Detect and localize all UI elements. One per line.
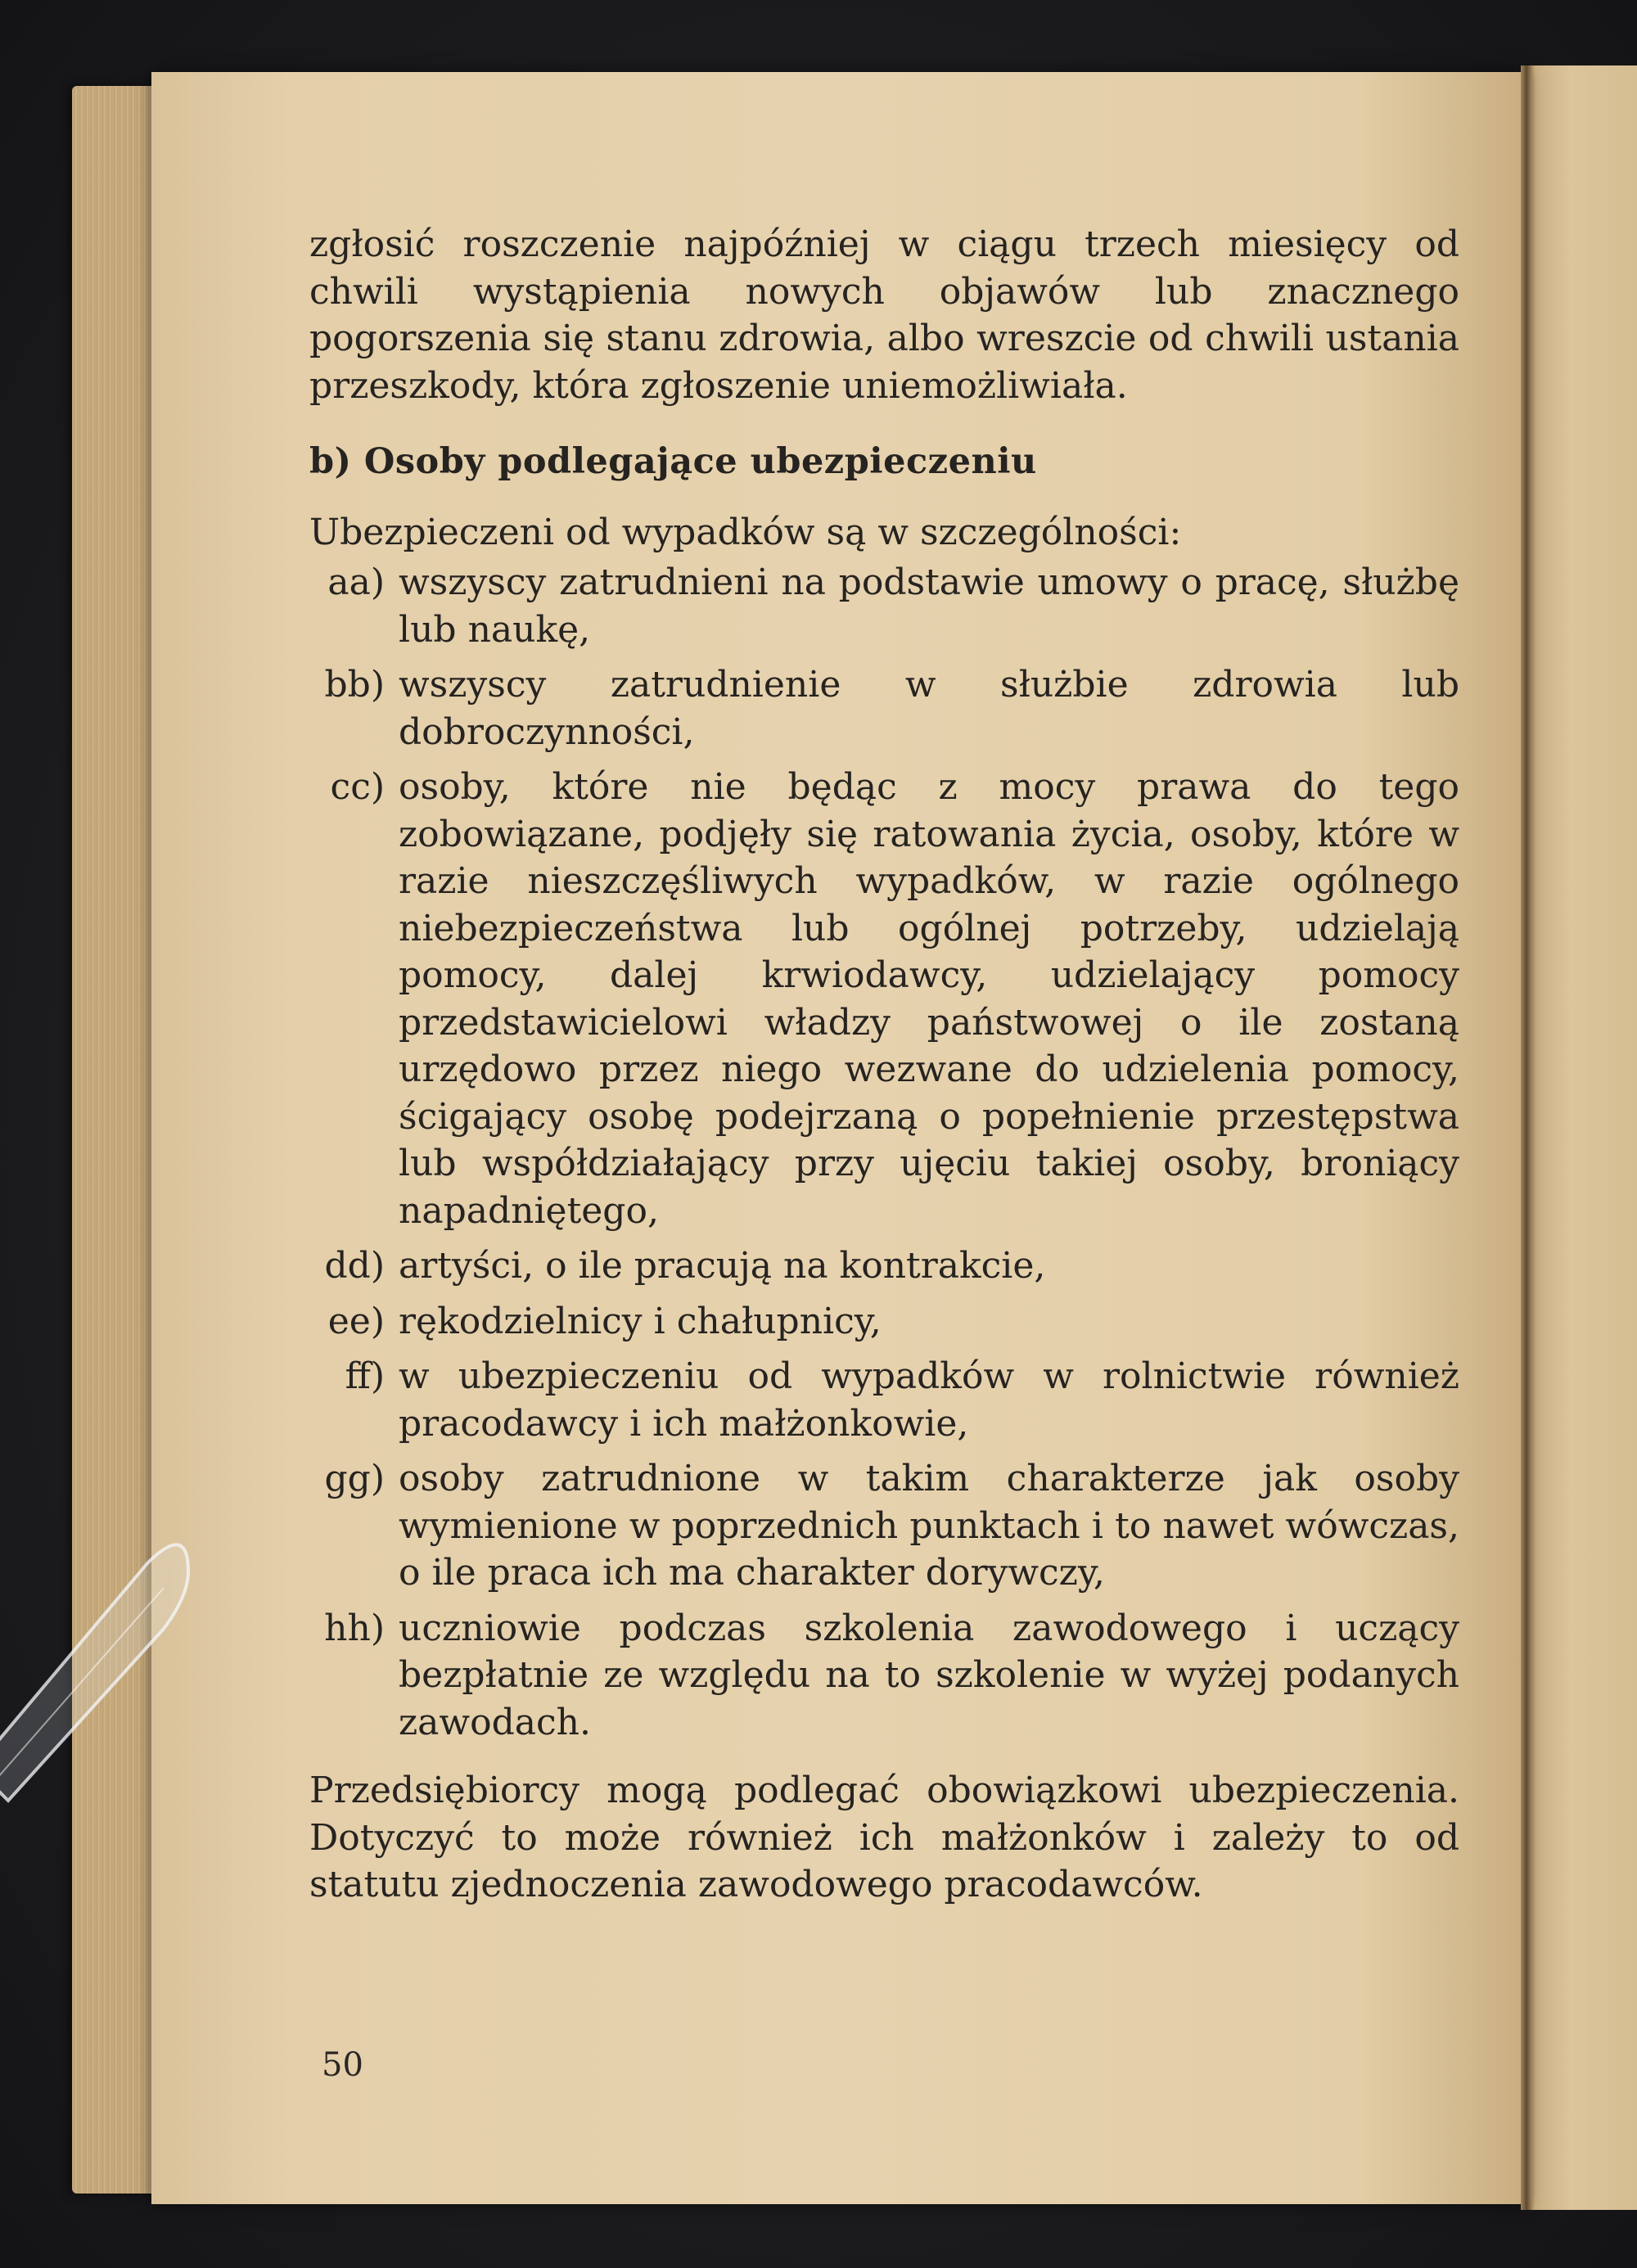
list-item-text: w ubezpieczeniu od wypadków w rolnictwie również pracodawcy i ich małżonkowie, bbox=[399, 1355, 1459, 1445]
list-item-label: ff) bbox=[345, 1355, 385, 1397]
lead-paragraph: Ubezpieczeni od wypadków są w szczególności: bbox=[309, 511, 1182, 553]
list-item bbox=[309, 1455, 1459, 1597]
list-item-text: osoby zatrudnione w takim charakterze jak osoby wymienione w poprzednich punktach i to nawet wówczas, o ile praca ich ma charakter dorywczy, bbox=[399, 1458, 1459, 1594]
list-item-text: osoby, które nie będąc z mocy prawa do tego zobowiązane, podjęły się ratowania życia, osoby, które w razie nieszczęśliwych wypadków, w razie ogólnego niebezpieczeństwa lub ogólnej potrzeby, udzielają pomocy, dalej krwiodawcy, udzielający pomocy przedstawicielowi władzy państwowej o ile zostaną urzędowo przez niego wezwane do udzielenia pomocy, ścigający osobę podejrzaną o popełnienie przestępstwa lub współdziałający przy ujęciu takiej osoby, broniący napadniętego, bbox=[399, 766, 1459, 1232]
list-item bbox=[309, 764, 1459, 1234]
list-item-text: wszyscy zatrudnienie w służbie zdrowia lub dobroczynności, bbox=[399, 664, 1459, 753]
list-item bbox=[309, 1605, 1459, 1747]
list-item-text: artyści, o ile pracują na kontrakcie, bbox=[399, 1245, 1046, 1287]
list-item-text: uczniowie podczas szkolenia zawodowego i uczący bezpłatnie ze względu na to szkolenie w wyżej podanych zawodach. bbox=[399, 1607, 1459, 1743]
list-item bbox=[309, 1242, 1459, 1290]
section-heading: b) Osoby podlegające ubezpieczeniu bbox=[309, 441, 1037, 482]
list-item-label: dd) bbox=[324, 1245, 385, 1287]
closing-paragraph: Przedsiębiorcy mogą podlegać obowiązkowi ubezpieczenia. Dotyczyć to może również ich małżonków i zależy to od statutu zjednoczenia zawodowego pracodawców. bbox=[309, 1770, 1459, 1905]
page-number: 50 bbox=[322, 2046, 363, 2084]
page-text bbox=[309, 221, 1459, 1909]
list-item-label: bb) bbox=[324, 664, 385, 706]
list-item bbox=[309, 661, 1459, 755]
list-item-label: ee) bbox=[327, 1300, 385, 1342]
list-item-label: gg) bbox=[324, 1458, 385, 1499]
list-item-text: wszyscy zatrudnieni na podstawie umowy o pracę, służbę lub naukę, bbox=[399, 561, 1459, 651]
list-item bbox=[309, 559, 1459, 653]
page-stack-edge bbox=[72, 86, 162, 2194]
list-item bbox=[309, 1353, 1459, 1447]
transparent-clip bbox=[0, 1473, 254, 1817]
intro-paragraph: zgłosić roszczenie najpóźniej w ciągu trzech miesięcy od chwili wystąpienia nowych objawów lub znacznego pogorszenia się stanu zdrowia, albo wreszcie od chwili ustania przeszkody, która zgłoszenie uniemożliwiała. bbox=[309, 223, 1459, 407]
list-item-label: cc) bbox=[330, 766, 385, 808]
adjacent-page-edge bbox=[1527, 65, 1637, 2210]
list-item bbox=[309, 1298, 1459, 1346]
list-item-label: hh) bbox=[324, 1607, 385, 1649]
list-item-text: rękodzielnicy i chałupnicy, bbox=[399, 1300, 882, 1342]
list-item-label: aa) bbox=[327, 561, 385, 603]
book-gutter bbox=[1521, 65, 1532, 2210]
